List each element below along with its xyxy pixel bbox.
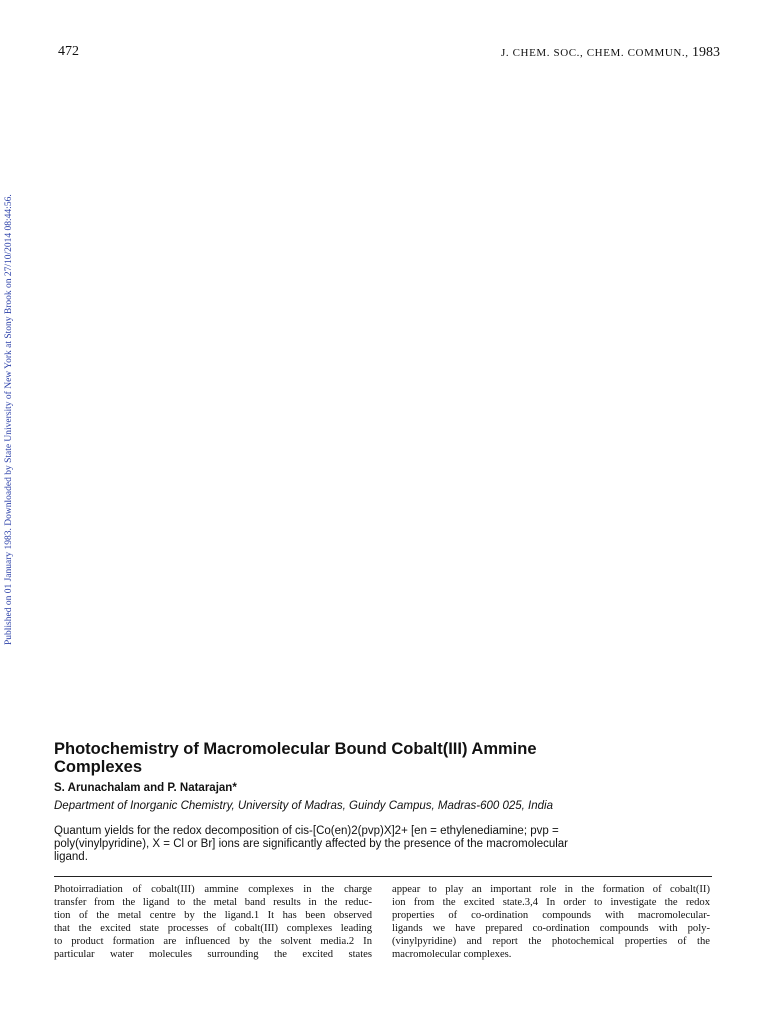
title-line-2: Complexes <box>54 758 143 776</box>
body-line: transfer from the ligand to the metal band results in the reduc- <box>54 897 372 908</box>
journal-name: J. CHEM. SOC., CHEM. COMMUN., <box>501 47 689 59</box>
body-line: (vinylpyridine) and report the photochemical properties of the <box>392 936 710 947</box>
download-notice: Published on 01 January 1983. Downloaded by State University of New York at Stony Brook on 27/10/2014 08:44:56. <box>4 194 14 645</box>
section-divider <box>54 876 712 877</box>
page-number: 472 <box>58 44 79 59</box>
body-line: macromolecular complexes. <box>392 949 512 960</box>
body-line: ligands we have prepared co-ordination compounds with poly- <box>392 923 710 934</box>
body-line: Photoirradiation of cobalt(III) ammine complexes in the charge <box>54 884 372 895</box>
body-line: appear to play an important role in the formation of cobalt(II) <box>392 884 710 895</box>
article-title <box>54 740 674 776</box>
journal-year: 1983 <box>692 45 720 60</box>
body-line: tion of the metal centre by the ligand.1 It has been observed <box>54 910 372 921</box>
abstract-line: ligand. <box>54 851 88 863</box>
abstract-line: poly(vinylpyridine), X = Cl or Br] ions are significantly affected by the presence of the macromolecular <box>54 838 569 850</box>
body-line: that the excited state processes of cobalt(III) complexes leading <box>54 923 372 934</box>
abstract-line: Quantum yields for the redox decomposition of cis-[Co(en)2(pvp)X]2+ [en = ethylenediamine; pvp = <box>54 825 559 837</box>
body-column-right <box>392 883 710 961</box>
running-head <box>480 45 720 61</box>
abstract <box>54 825 694 864</box>
authors: S. Arunachalam and P. Natarajan* <box>54 782 237 794</box>
body-column-left <box>54 883 372 961</box>
title-line-1: Photochemistry of Macromolecular Bound Cobalt(III) Ammine <box>54 740 537 758</box>
body-line: properties of co-ordination compounds with macromolecular- <box>392 910 710 921</box>
body-line: ion from the excited state.3,4 In order to investigate the redox <box>392 897 710 908</box>
affiliation: Department of Inorganic Chemistry, University of Madras, Guindy Campus, Madras-600 025, India <box>54 800 553 812</box>
body-line: particular water molecules surrounding the excited states <box>54 949 372 960</box>
body-line: to product formation are influenced by the solvent media.2 In <box>54 936 372 947</box>
